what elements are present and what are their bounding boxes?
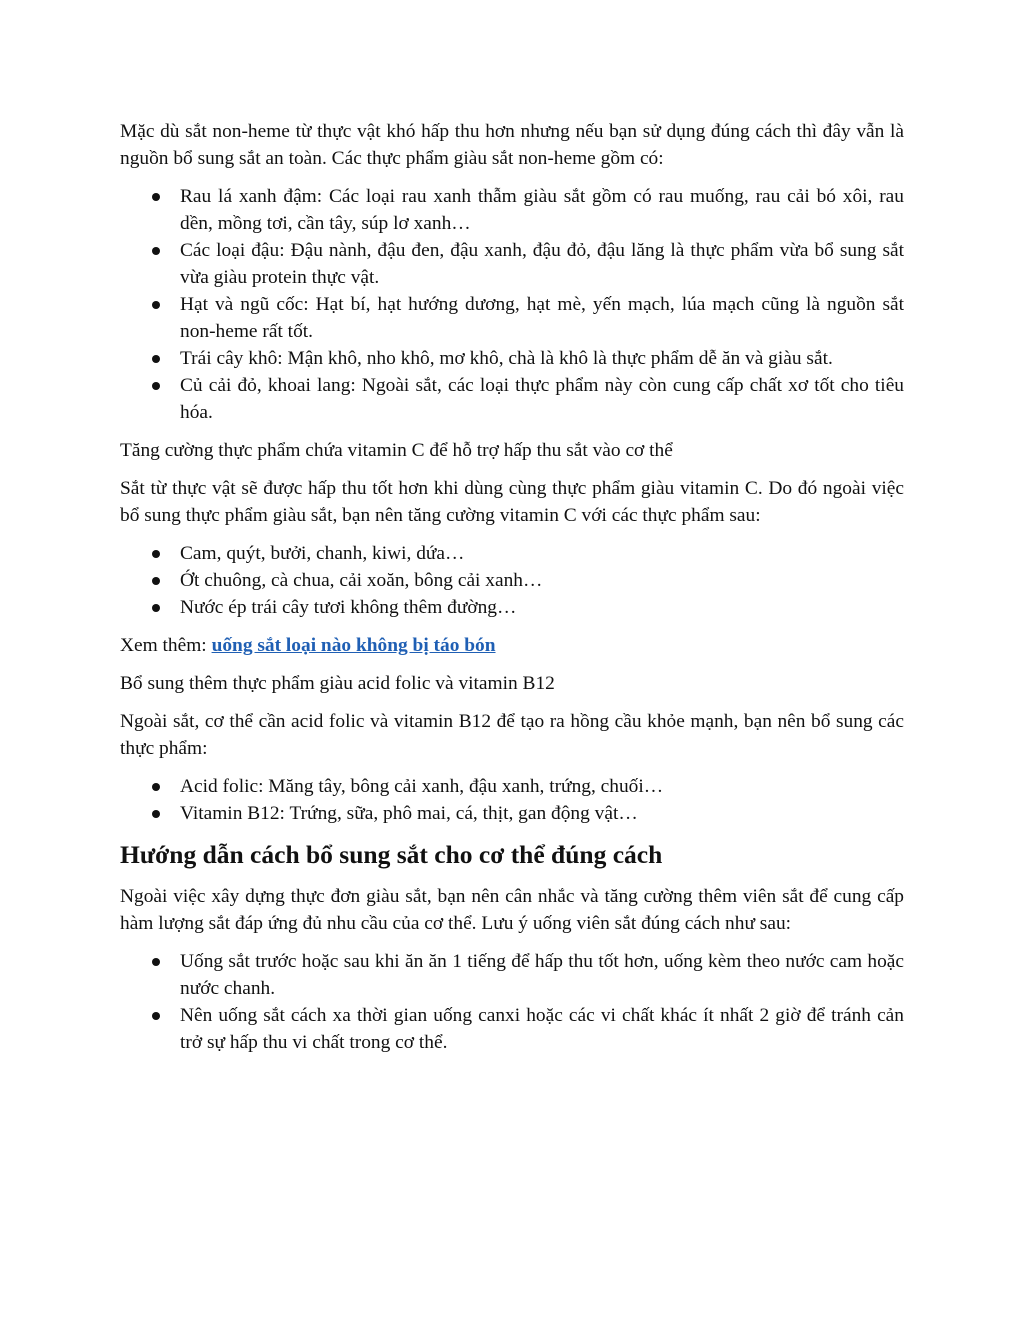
- list-item-text: Nước ép trái cây tươi không thêm đường…: [180, 597, 517, 618]
- list-item: [120, 773, 904, 800]
- vitamin-c-heading: Tăng cường thực phẩm chứa vitamin C để hỗ trợ hấp thu sắt vào cơ thể: [120, 440, 673, 461]
- see-more-label: Xem thêm:: [120, 635, 212, 656]
- list-item-text: Hạt và ngũ cốc: Hạt bí, hạt hướng dương, hạt mè, yến mạch, lúa mạch cũng là nguồn sắt non-heme rất tốt.: [180, 294, 904, 342]
- bullet-icon: [152, 958, 160, 966]
- list-item: [120, 1002, 904, 1056]
- bullet-icon: [152, 247, 160, 255]
- list-item-text: Ớt chuông, cà chua, cải xoăn, bông cải xanh…: [180, 570, 543, 591]
- section-paragraph: Ngoài việc xây dựng thực đơn giàu sắt, bạn nên cân nhắc và tăng cường thêm viên sắt để cung cấp hàm lượng sắt đáp ứng đủ nhu cầu của cơ thể. Lưu ý uống viên sắt đúng cách như sau:: [120, 886, 904, 934]
- see-more-line: [120, 632, 904, 659]
- list-item-text: Uống sắt trước hoặc sau khi ăn ăn 1 tiếng để hấp thu tốt hơn, uống kèm theo nước cam hoặc nước chanh.: [180, 951, 904, 999]
- list-item-text: Rau lá xanh đậm: Các loại rau xanh thẫm giàu sắt gồm có rau muống, rau cải bó xôi, rau dền, mồng tơi, cần tây, súp lơ xanh…: [180, 186, 904, 234]
- bullet-icon: [152, 355, 160, 363]
- bullet-icon: [152, 1012, 160, 1020]
- list-item-text: Các loại đậu: Đậu nành, đậu đen, đậu xanh, đậu đỏ, đậu lăng là thực phẩm vừa bổ sung sắt vừa giàu protein thực vật.: [180, 240, 904, 288]
- list-item-text: Củ cải đỏ, khoai lang: Ngoài sắt, các loại thực phẩm này còn cung cấp chất xơ tốt cho tiêu hóa.: [180, 375, 904, 423]
- list-item: [120, 345, 904, 372]
- list-item: [120, 540, 904, 567]
- list-item: [120, 183, 904, 237]
- list-item: [120, 800, 904, 827]
- folic-heading: Bổ sung thêm thực phẩm giàu acid folic và vitamin B12: [120, 673, 555, 694]
- list-item: [120, 567, 904, 594]
- bullet-icon: [152, 193, 160, 201]
- list-item: [120, 237, 904, 291]
- section-heading: Hướng dẫn cách bổ sung sắt cho cơ thể đúng cách: [120, 840, 663, 869]
- bullet-icon: [152, 604, 160, 612]
- folic-paragraph: Ngoài sắt, cơ thể cần acid folic và vitamin B12 để tạo ra hồng cầu khỏe mạnh, bạn nên bổ sung các thực phẩm:: [120, 711, 904, 759]
- vitamin-c-paragraph: Sắt từ thực vật sẽ được hấp thu tốt hơn khi dùng cùng thực phẩm giàu vitamin C. Do đó ngoài việc bổ sung thực phẩm giàu sắt, bạn nên tăng cường vitamin C với các thực phẩm sau:: [120, 478, 904, 526]
- non-heme-food-list: [120, 183, 904, 426]
- list-item: [120, 372, 904, 426]
- list-item-text: Nên uống sắt cách xa thời gian uống canxi hoặc các vi chất khác ít nhất 2 giờ để tránh cản trở sự hấp thu vi chất trong cơ thể.: [180, 1005, 904, 1053]
- vitamin-c-food-list: [120, 540, 904, 621]
- iron-supplement-tips-list: [120, 948, 904, 1056]
- intro-paragraph: Mặc dù sắt non-heme từ thực vật khó hấp thu hơn nhưng nếu bạn sử dụng đúng cách thì đây vẫn là nguồn bổ sung sắt an toàn. Các thực phẩm giàu sắt non-heme gồm có:: [120, 121, 904, 169]
- bullet-icon: [152, 301, 160, 309]
- list-item-text: Cam, quýt, bưởi, chanh, kiwi, dứa…: [180, 543, 465, 564]
- document-page: [120, 118, 904, 1067]
- list-item-text: Acid folic: Măng tây, bông cải xanh, đậu xanh, trứng, chuối…: [180, 776, 664, 797]
- bullet-icon: [152, 550, 160, 558]
- folic-b12-food-list: [120, 773, 904, 827]
- list-item: [120, 291, 904, 345]
- list-item-text: Trái cây khô: Mận khô, nho khô, mơ khô, chà là khô là thực phẩm dễ ăn và giàu sắt.: [180, 348, 833, 369]
- bullet-icon: [152, 783, 160, 791]
- list-item-text: Vitamin B12: Trứng, sữa, phô mai, cá, thịt, gan động vật…: [180, 803, 638, 824]
- bullet-icon: [152, 577, 160, 585]
- list-item: [120, 948, 904, 1002]
- bullet-icon: [152, 810, 160, 818]
- list-item: [120, 594, 904, 621]
- see-more-link[interactable]: uống sắt loại nào không bị táo bón: [211, 635, 496, 656]
- bullet-icon: [152, 382, 160, 390]
